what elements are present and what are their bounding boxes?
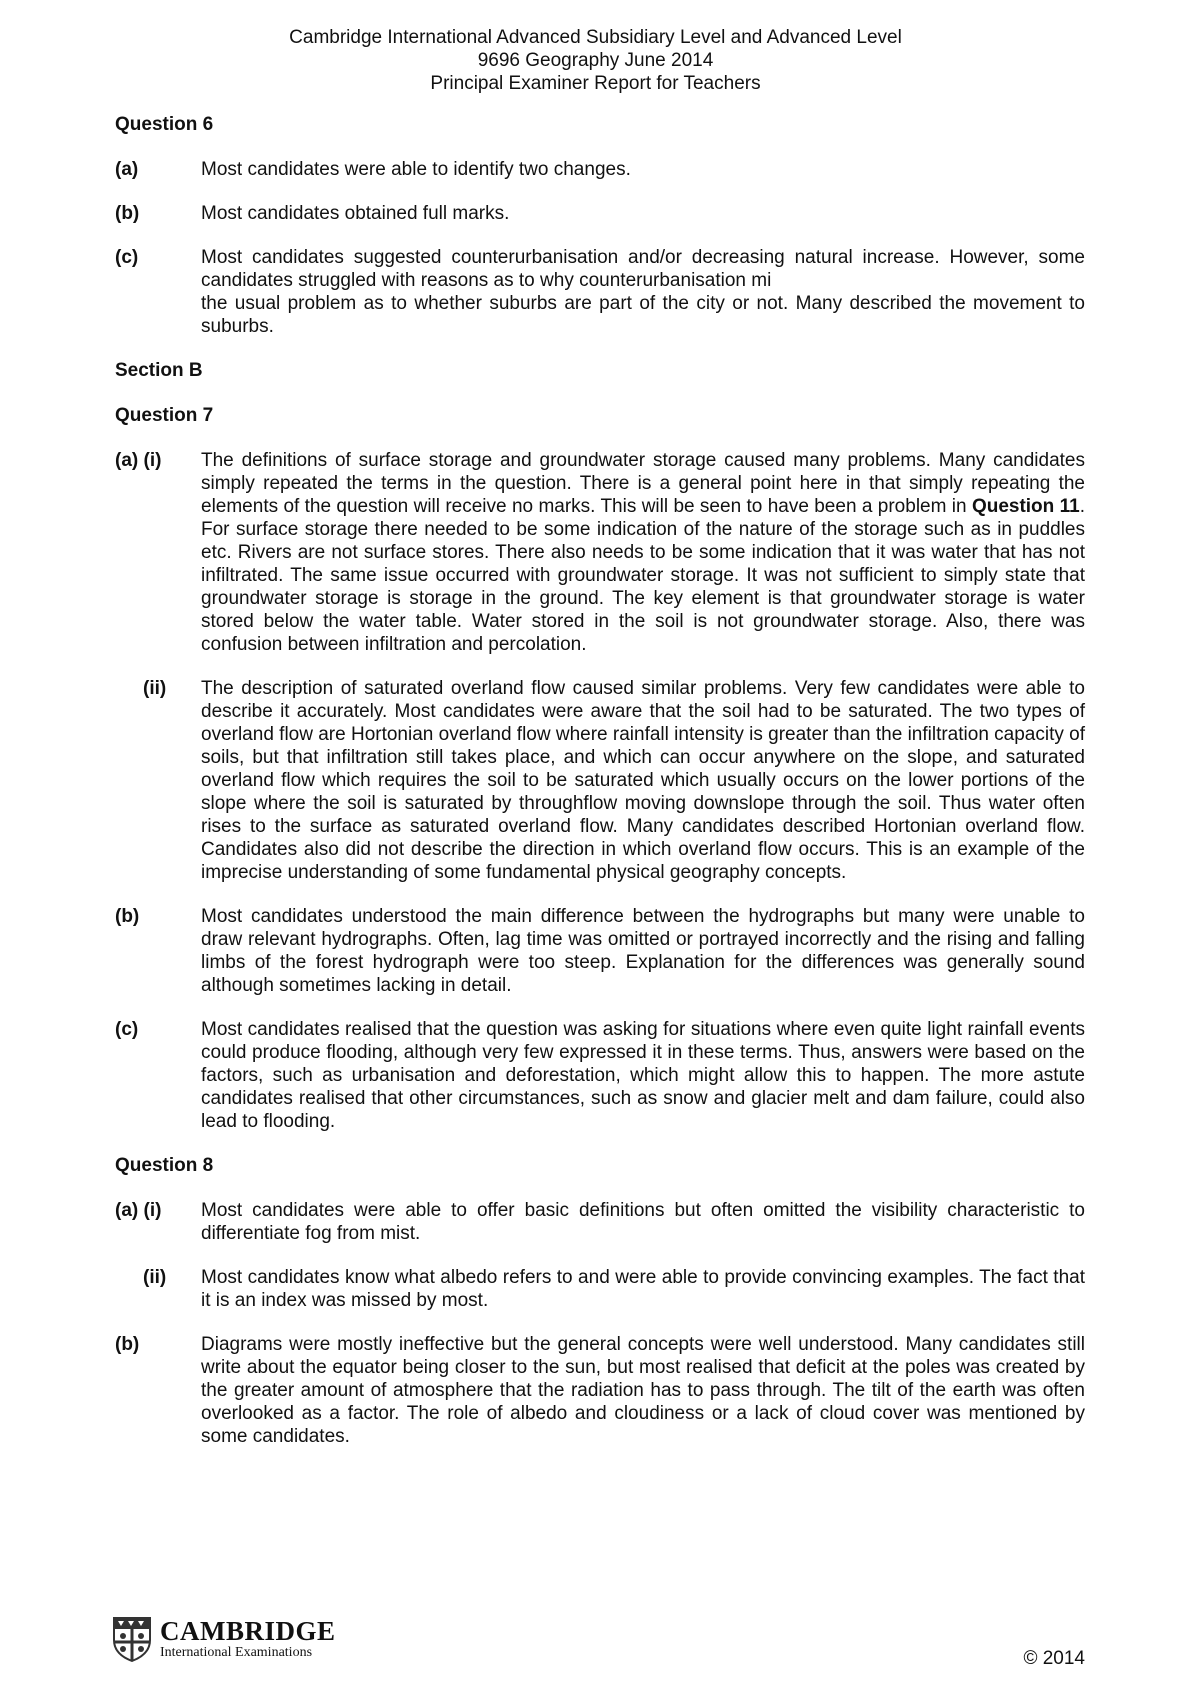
section-b-heading: Section B	[115, 360, 203, 381]
question-7-heading: Question 7	[115, 405, 214, 426]
report-body	[115, 113, 1085, 1469]
cambridge-shield-icon	[112, 1616, 152, 1662]
item-text: Most candidates were able to identify two changes.	[201, 159, 631, 180]
item-label: (b)	[115, 203, 140, 224]
item-text-line: Most candidates suggested counterurbanisation and/or decreasing natural increase. However, some candidates struggled with reasons as to why counterurbanisation mi	[201, 247, 1085, 291]
item-text: Most candidates understood the main difference between the hydrographs but many were unable to draw relevant hydrographs. Often, lag time was omitted or portrayed incorrectly and the rising and falling limbs of the forest hydrograph were too steep. Explanation for the differences was generally sound although sometimes lacking in detail.	[201, 906, 1085, 996]
text-span: . For surface storage there needed to be some indication of the nature of the storage such as in puddles etc. Rivers are not surface stores. There also needs to be some indication that it was water that has not infiltrated. The same issue occurred with groundwater storage. It was not sufficient to simply state that groundwater storage is storage in the ground. The key element is that groundwater storage is water stored below the water table. Water stored in the soil is not groundwater storage. Also, there was confusion between infiltration and percolation.	[201, 496, 1085, 655]
item-label: (a) (i)	[115, 450, 162, 471]
q6-a	[115, 158, 1085, 181]
text-span: The definitions of surface storage and groundwater storage caused many problems. Many candidates simply repeated the terms in the question. There is a general point here in that simply repeating the elements of the question will receive no marks. This will be seen to have been a problem in	[201, 450, 1085, 517]
question-8-heading: Question 8	[115, 1155, 214, 1176]
header-line-2: 9696 Geography June 2014	[477, 50, 714, 71]
item-label: (a) (i)	[115, 1200, 162, 1221]
item-text-line: the usual problem as to whether suburbs are part of the city or not. Many described the movement to suburbs.	[201, 293, 1085, 337]
cambridge-logo	[112, 1616, 336, 1662]
q7-c	[115, 1018, 1085, 1133]
q6-c	[115, 246, 1085, 338]
question-reference: Question 11	[971, 496, 1080, 517]
item-label: (b)	[115, 906, 140, 927]
copyright: © 2014	[1023, 1648, 1085, 1669]
header-line-3: Principal Examiner Report for Teachers	[430, 73, 761, 94]
q7-a-i	[115, 449, 1085, 656]
logo-main-text: CAMBRIDGE	[160, 1616, 336, 1646]
item-text: Most candidates obtained full marks.	[201, 203, 510, 224]
item-text: Most candidates were able to offer basic definitions but often omitted the visibility characteristic to differentiate fog from mist.	[201, 1200, 1085, 1244]
item-text: Most candidates know what albedo refers to and were able to provide convincing examples. The fact that it is an index was missed by most.	[201, 1267, 1085, 1311]
item-label: (b)	[115, 1334, 140, 1355]
q8-a-i	[115, 1199, 1085, 1245]
header-line-1: Cambridge International Advanced Subsidiary Level and Advanced Level	[289, 27, 902, 48]
logo-wordmark	[160, 1617, 336, 1661]
item-label: (a)	[115, 159, 139, 180]
page-header	[0, 26, 1191, 95]
item-label: (ii)	[143, 678, 167, 699]
q8-b	[115, 1333, 1085, 1448]
item-label: (c)	[115, 1019, 139, 1040]
question-6-heading: Question 6	[115, 114, 214, 135]
item-text	[201, 449, 1085, 656]
q7-a-ii	[115, 677, 1085, 884]
item-label: (c)	[115, 247, 139, 268]
item-text: The description of saturated overland flow caused similar problems. Very few candidates were able to describe it accurately. Most candidates were aware that the soil had to be saturated. The two types of overland flow are Hortonian overland flow where rainfall intensity is greater than the infiltration capacity of soils, but that infiltration still takes place, and which can occur anywhere on the slope, and saturated overland flow which requires the soil to be saturated which usually occurs on the lower portions of the slope where the soil is saturated by throughflow moving downslope through the soil. Thus water often rises to the surface as saturated overland flow. Many candidates described Hortonian overland flow. Candidates also did not describe the direction in which overland flow occurs. This is an example of the imprecise understanding of some fundamental physical geography concepts.	[201, 678, 1085, 883]
item-label: (ii)	[143, 1267, 167, 1288]
q6-b	[115, 202, 1085, 225]
item-text: Diagrams were mostly ineffective but the general concepts were well understood. Many candidates still write about the equator being closer to the sun, but most realised that deficit at the poles was created by the greater amount of atmosphere that the radiation has to pass through. The tilt of the earth was often overlooked as a factor. The role of albedo and cloudiness or a lack of cloud cover was mentioned by some candidates.	[201, 1334, 1085, 1447]
item-text: Most candidates realised that the question was asking for situations where even quite light rainfall events could produce flooding, although very few expressed it in these terms. Thus, answers were based on the factors, such as urbanisation and deforestation, which might allow this to happen. The more astute candidates realised that other circumstances, such as snow and glacier melt and dam failure, could also lead to flooding.	[201, 1019, 1085, 1132]
q8-a-ii	[115, 1266, 1085, 1312]
logo-sub-text: International Examinations	[160, 1645, 313, 1660]
item-text	[201, 246, 1085, 338]
q7-b	[115, 905, 1085, 997]
